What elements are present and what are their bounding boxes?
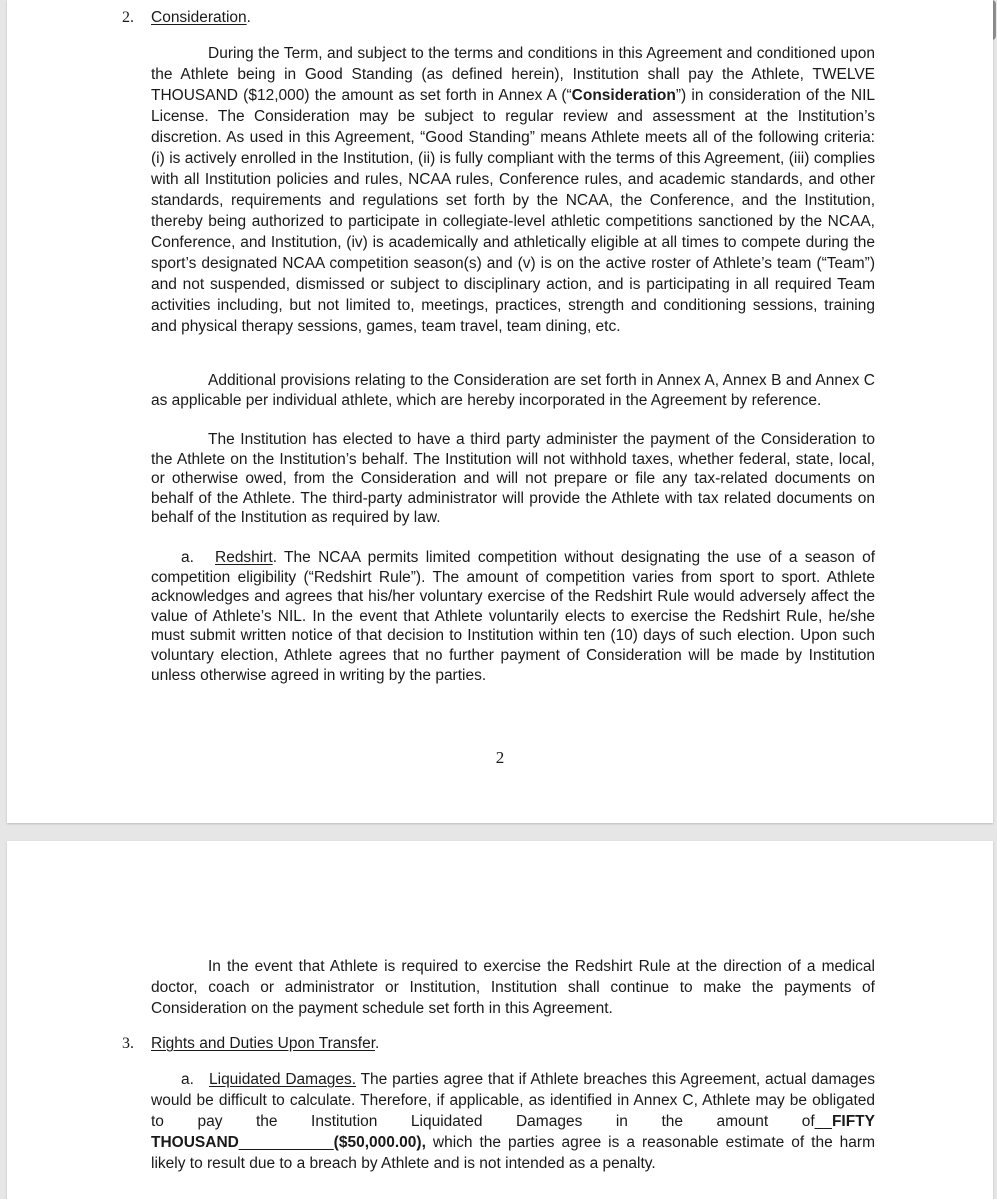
subsection-label: a.	[181, 1071, 194, 1088]
subsection-title: Redshirt	[215, 549, 273, 566]
subsection-title: Liquidated Damages.	[209, 1071, 357, 1088]
section-title: Consideration	[151, 9, 247, 26]
section-number: 2.	[122, 9, 134, 26]
redshirt-subsection: a. Redshirt. The NCAA permits limited competition without designating the use of a season of competition eligibility (“Redshirt Rule”). The amount of competition varies from sport to sport. Athlete acknowledges and agrees that his/her voluntary exercise of the Redshirt Rule would adversely affect the value of Athlete’s NIL. In the event that Athlete voluntarily elects to exercise the Redshirt Rule, he/she must submit written notice of that decision to Institution within ten (10) days of such election. Upon such voluntary election, Athlete agrees that no further payment of Consideration will be made by Institution unless otherwise agreed in writing by the parties.	[151, 549, 875, 684]
section-title: Rights and Duties Upon Transfer	[151, 1035, 376, 1052]
third-party-admin-paragraph: The Institution has elected to have a third party administer the payment of the Consideration to the Athlete on the Institution’s behalf. The Institution will not withhold taxes, whether federal, state, local, or otherwise owed, from the Consideration and will not prepare or file any tax-related documents on behalf of the Athlete. The third-party administrator will provide the Athlete with tax related documents on behalf of the Institution as required by law.	[151, 431, 875, 527]
section-number: 3.	[122, 1035, 134, 1052]
document-page-3	[7, 841, 993, 1199]
damages-amount-figures: ($50,000.00),	[333, 1134, 426, 1151]
consideration-paragraph: During the Term, and subject to the terms and conditions in this Agreement and conditioned upon the Athlete being in Good Standing (as defined herein), Institution shall pay the Athlete, TWELVE THOUSAND ($12,000) the amount as set forth in Annex A (“Consideration”) in consideration of the NIL License. The Consideration may be subject to regular review and assessment at the Institution’s discretion. As used in this Agreement, “Good Standing” means Athlete meets all of the following criteria: (i) is actively enrolled in the Institution, (ii) is fully compliant with the terms of this Agreement, (iii) complies with all Institution policies and rules, NCAA rules, Conference rules, and academic standards, and other standards, requirements and regulations set forth by the NCAA, the Conference, and the Institution, thereby being authorized to participate in collegiate-level athletic competitions sanctioned by the NCAA, Conference, and Institution, (iv) is academically and athletically eligible at all times to compete during the sport’s designated NCAA competition season(s) and (v) is on the active roster of Athlete’s team (“Team”) and not suspended, dismissed or subject to disciplinary action, and is participating in all required Team activities including, but not limited to, meetings, practices, strength and conditioning sessions, training and physical therapy sessions, games, team travel, team dining, etc.	[151, 45, 875, 335]
section-3-heading: 3. Rights and Duties Upon Transfer.	[122, 1035, 380, 1052]
annex-provisions-paragraph: Additional provisions relating to the Consideration are set forth in Annex A, Annex B and Annex C as applicable per individual athlete, which are hereby incorporated in the Agreement by reference.	[151, 372, 875, 409]
document-page-2	[7, 0, 993, 823]
defined-term: Consideration	[571, 87, 676, 104]
section-2-heading: 2. Consideration.	[122, 9, 251, 26]
damages-amount-words: FIFTY THOUSAND	[151, 1113, 875, 1151]
page-number: 2	[495, 748, 505, 767]
liquidated-damages-subsection: a. Liquidated Damages. The parties agree that if Athlete breaches this Agreement, actual damages would be difficult to calculate. Therefore, if applicable, as identified in Annex C, Athlete may be obligated to pay the Institution Liquidated Damages in the amount of__FIFTY THOUSAND___________($50,000.00), which the parties agree is a reasonable estimate of the harm likely to result due to a breach by Athlete and is not intended as a penalty.	[151, 1071, 875, 1172]
subsection-label: a.	[181, 549, 194, 566]
redshirt-medical-paragraph: In the event that Athlete is required to exercise the Redshirt Rule at the direction of a medical doctor, coach or administrator or Institution, Institution shall continue to make the payments of Consideration on the payment schedule set forth in this Agreement.	[151, 958, 875, 1017]
